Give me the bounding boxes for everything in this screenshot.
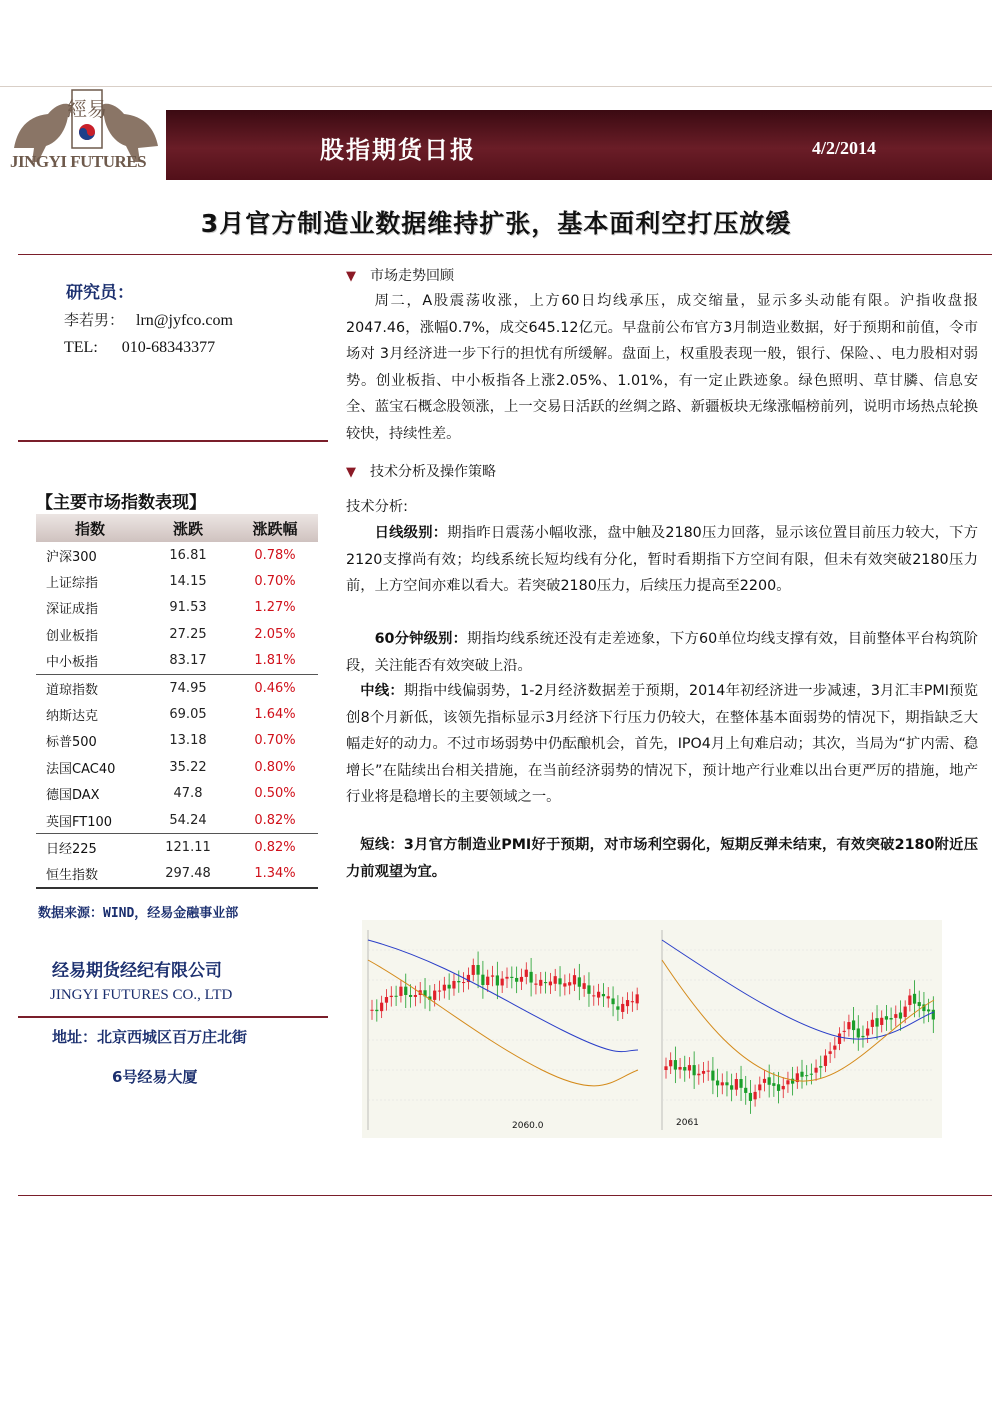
table-row: [36, 568, 318, 594]
index-name: 深证成指: [46, 602, 99, 618]
right-chart-low-label: 2061: [676, 1118, 699, 1128]
index-change-pct: 2.05%: [254, 626, 296, 642]
candle-body: [711, 1071, 714, 1081]
candle-body: [730, 1085, 733, 1089]
candle-body: [763, 1079, 766, 1083]
candle-body: [707, 1071, 710, 1072]
index-name: 法国CAC40: [46, 761, 116, 777]
candle-body: [626, 1000, 629, 1006]
table-row: [36, 728, 318, 754]
index-name: 日经225: [36, 834, 144, 861]
candle-body: [399, 987, 402, 996]
footer-rule: [18, 1195, 992, 1196]
min60-lead: 60分钟级别：: [374, 631, 468, 647]
candle-body: [871, 1020, 874, 1027]
table-row: [36, 595, 318, 621]
arrow-bullet-icon: ▼: [346, 465, 356, 480]
table-row: [36, 674, 318, 701]
index-name: 英国FT100: [46, 814, 113, 830]
candle-body: [510, 977, 513, 978]
table-row: [36, 621, 318, 647]
candle-body: [688, 1065, 691, 1070]
table-row: [36, 701, 318, 727]
headline-rule: [18, 254, 992, 255]
candle-body: [739, 1079, 742, 1088]
candle-body: [857, 1028, 860, 1037]
candle-body: [716, 1081, 719, 1086]
candle-body: [899, 1013, 902, 1019]
column-header: 指数: [36, 514, 144, 542]
candle-body: [875, 1018, 878, 1026]
candle-body: [664, 1066, 667, 1070]
candle-body: [573, 975, 576, 984]
candle-body: [824, 1056, 827, 1066]
researcher-phone: [64, 339, 215, 357]
index-name: 恒生指数: [36, 861, 144, 888]
candle-body: [481, 975, 484, 985]
tel-number: 010-68343377: [121, 339, 216, 356]
min60-text: 期指均线系统还没有走差迹象，下方60单位均线支撑有效，目前整体平台构筑阶段，关注能否有效突破上沿。: [346, 631, 978, 674]
candle-body: [847, 1022, 850, 1029]
index-name: 道琼指数: [36, 674, 144, 701]
candle-body: [904, 1007, 907, 1017]
short-lead: 短线：: [360, 837, 404, 853]
candle-body: [697, 1074, 700, 1076]
company-name-cn: 经易期货经纪有限公司: [52, 961, 222, 981]
candle-body: [443, 985, 446, 991]
candle-body: [814, 1068, 817, 1073]
report-title: 股指期货日报: [320, 136, 476, 164]
candle-body: [674, 1060, 677, 1070]
candle-body: [782, 1086, 785, 1089]
index-change-pct: 0.82%: [232, 834, 318, 861]
index-change: 121.11: [144, 834, 232, 861]
index-name: 上证综指: [46, 576, 99, 592]
index-name: 创业板指: [46, 628, 99, 644]
index-change: 54.24: [169, 812, 207, 828]
candle-body: [669, 1060, 672, 1066]
market-index-table: [36, 514, 318, 889]
daily-text: 期指昨日震荡小幅收涨，盘中触及2180压力回落，显示该位置目前压力较大，下方2120支撑尚有效；均线系统长短均线有分化，暂时看期指下方空间有限，但未有效突破2180压力前，上方空间亦难以看大。若突破2180压力，后续压力提高至2200。: [346, 525, 978, 594]
candle-body: [758, 1084, 761, 1090]
candle-body: [866, 1029, 869, 1036]
short-term-paragraph: [346, 832, 978, 885]
section-title: 技术分析及操作策略: [370, 464, 496, 480]
candle-body: [515, 978, 518, 982]
candle-body: [819, 1066, 822, 1067]
candle-body: [861, 1036, 864, 1037]
index-change-pct: 1.81%: [254, 653, 296, 669]
candle-body: [592, 995, 595, 996]
candlestick-charts: [362, 920, 942, 1138]
researcher-email[interactable]: lrn@jyfco.com: [136, 312, 233, 329]
candle-body: [385, 997, 388, 1003]
candle-body: [894, 1014, 897, 1018]
index-change-pct: 1.27%: [254, 600, 296, 616]
candle-body: [702, 1071, 705, 1074]
candle-body: [631, 1001, 634, 1002]
candle-body: [457, 981, 460, 982]
candle-body: [744, 1088, 747, 1093]
left-rule: [18, 1016, 328, 1018]
candle-body: [472, 965, 475, 975]
candle-body: [749, 1093, 752, 1101]
candle-body: [539, 980, 542, 986]
index-change: 297.48: [144, 861, 232, 888]
candle-body: [549, 982, 552, 986]
candle-body: [683, 1067, 686, 1070]
left-chart-low-label: 2060.0: [512, 1121, 544, 1131]
candle-body: [932, 1010, 935, 1020]
candle-body: [885, 1016, 888, 1019]
candle-body: [501, 979, 504, 986]
table-row: [36, 861, 318, 888]
index-change-pct: 0.70%: [254, 733, 296, 749]
index-change-pct: 0.80%: [254, 759, 296, 775]
data-source: 数据来源：WIND，经易金融事业部: [38, 906, 239, 921]
candle-body: [772, 1083, 775, 1086]
candle-body: [525, 970, 528, 977]
index-change: 69.05: [169, 707, 207, 723]
index-change-pct: 0.82%: [254, 812, 296, 828]
candle-body: [602, 994, 605, 996]
candle-body: [693, 1065, 696, 1075]
index-change-pct: 0.70%: [254, 574, 296, 590]
candle-body: [448, 985, 451, 989]
technical-analysis-label: 技术分析:: [346, 499, 409, 515]
table-row: [36, 807, 318, 834]
technical-analysis-heading: [346, 461, 496, 481]
index-change-pct: 1.64%: [254, 707, 296, 723]
daily-lead: 日线级别：: [374, 525, 448, 541]
candle-body: [829, 1051, 832, 1054]
logo-seal: 經易: [67, 97, 107, 121]
candle-body: [476, 965, 479, 975]
candle-body: [433, 991, 436, 1000]
logo-wordmark: JINGYI FUTURES: [10, 152, 147, 171]
candle-body: [563, 983, 566, 986]
candle-body: [852, 1020, 855, 1030]
researcher-title: 研究员：: [66, 283, 134, 303]
candle-body: [908, 995, 911, 1005]
section-title: 市场走势回顾: [370, 268, 454, 284]
candle-body: [375, 1010, 378, 1011]
candle-body: [890, 1018, 893, 1019]
candle-body: [616, 1006, 619, 1009]
candle-body: [913, 994, 916, 1004]
candle-body: [786, 1080, 789, 1084]
market-review-text: 周二，A股震荡收涨，上方60日均线承压，成交缩量，显示多头动能有限。沪指收盘报2047.46，涨幅0.7%，成交645.12亿元。早盘前公布官方3月制造业数据，好于预期和前值，令市场对 3月经济进一步下行的担忧有所缓解。盘面上，权重股表现一般，银行、保险、、电力股相对弱势。创业板指、中小板指各上涨2.05%、1.01%，有一定止跌迹象。绿色照明、草甘膦、信息安全、蓝宝石概念股领涨，上一交易日活跃的丝绸之路、新疆板块无缘涨幅榜前列，说明市场热点轮换较快，持续性差。: [346, 293, 978, 442]
candle-body: [725, 1082, 728, 1085]
researcher-name: 李若男：: [64, 311, 125, 329]
candle-body: [621, 1004, 624, 1012]
candle-body: [558, 978, 561, 984]
index-change-pct: 0.78%: [254, 547, 296, 563]
index-change: 83.17: [169, 653, 207, 669]
candle-body: [534, 984, 537, 985]
index-name: 纳斯达克: [46, 709, 99, 725]
candle-body: [505, 977, 508, 979]
market-review-heading: [346, 265, 454, 285]
candle-body: [721, 1082, 724, 1085]
table-row: [36, 781, 318, 807]
candle-body: [438, 991, 441, 992]
candle-body: [370, 1010, 373, 1011]
candle-body: [409, 995, 412, 997]
candle-body: [607, 996, 610, 998]
index-change: 13.18: [169, 733, 207, 749]
candle-body: [395, 996, 398, 997]
candle-body: [838, 1033, 841, 1043]
candle-body: [678, 1067, 681, 1070]
table-row: [36, 648, 318, 675]
short-text: 3月官方制造业PMI好于预期，对市场利空弱化，短期反弹未结束，有效突破2180附近压力前观望为宜。: [346, 837, 979, 880]
company-name-en: JINGYI FUTURES CO., LTD: [50, 987, 233, 1003]
candle-body: [414, 995, 417, 997]
index-change-pct: 0.46%: [232, 674, 318, 701]
candle-body: [611, 998, 614, 1004]
candle-body: [491, 975, 494, 976]
tel-label: TEL:: [64, 339, 98, 356]
daily-level-paragraph: [346, 520, 978, 600]
index-change: 14.15: [169, 574, 207, 590]
index-change-pct: 0.50%: [254, 786, 296, 802]
candle-body: [597, 992, 600, 998]
candle-body: [404, 987, 407, 995]
candle-body: [918, 1002, 921, 1006]
table-header-row: [36, 514, 318, 542]
candle-body: [768, 1077, 771, 1084]
index-table-caption: 【主要市场指数表现】: [36, 493, 206, 513]
candle-body: [544, 982, 547, 983]
table-row: [36, 754, 318, 780]
candle-body: [390, 996, 393, 997]
researcher-contact: [64, 309, 233, 330]
candle-body: [452, 981, 455, 989]
index-change: 47.8: [173, 786, 203, 802]
candle-body: [486, 977, 489, 985]
candle-body: [380, 1003, 383, 1011]
candle-body: [927, 1009, 930, 1011]
candle-body: [462, 982, 465, 983]
candle-body: [587, 985, 590, 993]
candle-body: [754, 1092, 757, 1099]
mid-term-paragraph: [346, 678, 978, 811]
address-line-2: 6号经易大厦: [112, 1068, 198, 1086]
candle-body: [578, 977, 581, 986]
column-header: 涨跌: [144, 514, 232, 542]
index-change: 16.81: [169, 547, 207, 563]
candle-body: [777, 1084, 780, 1091]
address-line-1: 地址：北京西城区百万庄北街: [52, 1028, 248, 1046]
index-change-pct: 1.34%: [232, 861, 318, 888]
table-row: [36, 834, 318, 861]
index-name: 沪深300: [46, 549, 97, 565]
candle-body: [583, 983, 586, 989]
arrow-bullet-icon: ▼: [346, 269, 356, 284]
candle-body: [496, 975, 499, 985]
candle-body: [880, 1018, 883, 1025]
candle-body: [568, 982, 571, 985]
candle-body: [636, 994, 639, 1003]
left-rule: [18, 440, 328, 442]
table-row: [36, 542, 318, 568]
index-name: 中小板指: [46, 655, 99, 671]
sixty-minute-paragraph: [346, 626, 978, 679]
candle-body: [833, 1046, 836, 1050]
headline: 3月官方制造业数据维持扩张，基本面利空打压放缓: [200, 209, 792, 238]
mid-lead: 中线：: [360, 683, 404, 699]
report-date: 4/2/2014: [812, 138, 877, 158]
index-change: 27.25: [169, 626, 207, 642]
index-name: 德国DAX: [46, 788, 100, 804]
column-header: 涨跌幅: [232, 514, 318, 542]
index-name: 标普500: [46, 735, 97, 751]
index-change: 74.95: [144, 674, 232, 701]
candle-body: [530, 972, 533, 983]
index-change: 91.53: [169, 600, 207, 616]
index-change: 35.22: [169, 759, 207, 775]
candle-body: [554, 976, 557, 984]
candle-body: [520, 977, 523, 982]
mid-text: 期指中线偏弱势，1-2月经济数据差于预期，2014年初经济进一步减速，3月汇丰PMI预览创8个月新低，该领先指标显示3月经济下行压力仍较大，在整体基本面弱势的情况下，期指缺乏大幅走好的动力。不过市场弱势中仍酝酿机会，首先，IPO4月上旬难启动；其次，当局为“扩内需、稳增长”在陆续出台相关措施，在当前经济弱势的情况下，预计地产行业难以出台更严厉的措施，地产行业将是稳增长的主要领域之一。: [346, 683, 978, 805]
candle-body: [843, 1031, 846, 1032]
candle-body: [810, 1074, 813, 1075]
candle-body: [805, 1075, 808, 1076]
candle-body: [800, 1072, 803, 1077]
candle-body: [735, 1079, 738, 1090]
